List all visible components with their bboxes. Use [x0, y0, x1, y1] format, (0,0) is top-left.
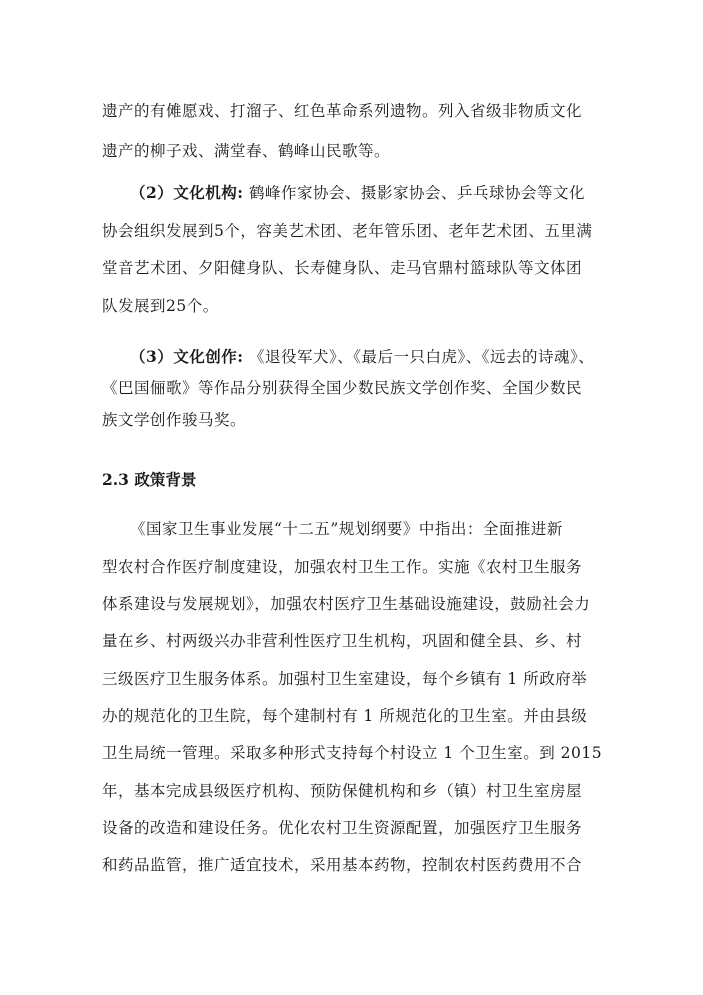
- paragraph-4-line-5: 三级医疗卫生服务体系。加强村卫生室建设，每个乡镇有 1 所政府举: [102, 670, 588, 688]
- paragraph-4-line-6: 办的规范化的卫生院，每个建制村有 1 所规范化的卫生室。并由县级: [102, 707, 588, 725]
- paragraph-4-line-10: 和药品监管，推广适宜技术，采用基本药物，控制农村医药费用不合: [102, 856, 583, 874]
- paragraph-3-label: （3）文化创作:: [130, 347, 244, 366]
- paragraph-3-line-3: 族文学创作骏马奖。: [102, 411, 247, 429]
- paragraph-2-line-2: 协会组织发展到5个，容美艺术团、老年管乐团、老年艺术团、五里满: [102, 222, 593, 240]
- paragraph-4-line-2: 型农村合作医疗制度建设，加强农村卫生工作。实施《农村卫生服务: [102, 558, 583, 576]
- paragraph-2-line-1: [130, 183, 630, 203]
- paragraph-2-line-3: 堂音艺术团、夕阳健身队、长寿健身队、走马官鼎村篮球队等文体团: [102, 259, 583, 277]
- paragraph-3-line-1: [130, 347, 630, 367]
- paragraph-2-line-4: 队发展到25个。: [102, 297, 219, 315]
- paragraph-1-line-2: 遗产的柳子戏、满堂春、鹤峰山民歌等。: [102, 142, 391, 160]
- paragraph-4-line-1: 《国家卫生事业发展“十二五”规划纲要》中指出：全面推进新: [130, 520, 563, 538]
- paragraph-4-line-8: 年，基本完成县级医疗机构、预防保健机构和乡（镇）村卫生室房屋: [102, 782, 583, 800]
- paragraph-2-label: （2）文化机构:: [130, 183, 244, 202]
- paragraph-2-line-1-text: 鹤峰作家协会、摄影家协会、乒乓球协会等文化: [243, 184, 585, 202]
- paragraph-4-line-4: 量在乡、村两级兴办非营利性医疗卫生机构，巩固和健全县、乡、村: [102, 632, 583, 650]
- paragraph-3-line-2: 《巴国俪歌》等作品分别获得全国少数民族文学创作奖、全国少数民: [102, 379, 583, 397]
- paragraph-1-line-1: 遗产的有傩愿戏、打溜子、红色革命系列遗物。列入省级非物质文化: [102, 102, 583, 120]
- paragraph-4-line-9: 设备的改造和建设任务。优化农村卫生资源配置，加强医疗卫生服务: [102, 819, 583, 837]
- paragraph-4-line-3: 体系建设与发展规划》，加强农村医疗卫生基础设施建设，鼓励社会力: [102, 595, 591, 613]
- paragraph-4-line-7: 卫生局统一管理。采取多种形式支持每个村设立 1 个卫生室。到 2015: [102, 744, 603, 762]
- section-heading: 2.3 政策背景: [102, 470, 197, 489]
- paragraph-3-line-1-text: 《退役军犬》、《最后一只白虎》、《远去的诗魂》、: [243, 348, 595, 366]
